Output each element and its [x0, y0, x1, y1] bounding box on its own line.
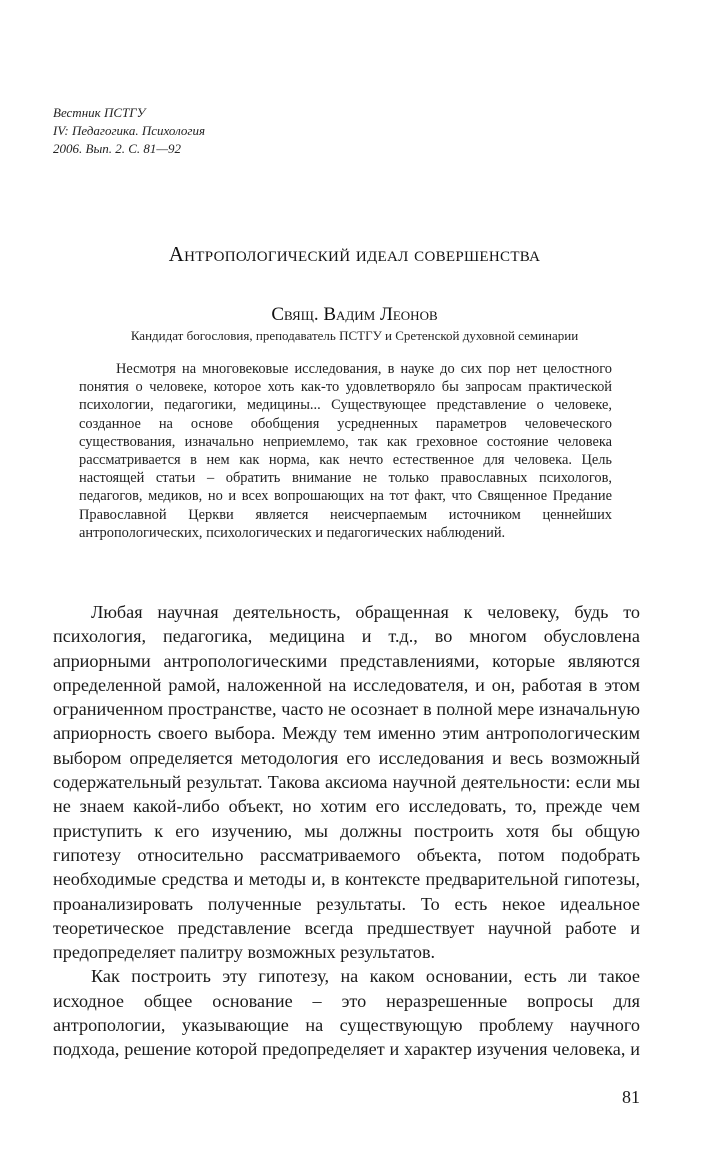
journal-info	[53, 104, 205, 158]
journal-name: Вестник ПСТГУ	[53, 105, 146, 120]
article-author: Свящ. Вадим Леонов	[271, 304, 438, 325]
journal-series: IV: Педагогика. Психология	[53, 123, 206, 138]
paragraph: Любая научная деятельность, обращенная к человеку, будь то психология, педагогика, медицина и т.д., во многом обусловлена априорными антропологическими представлениями, которые являются определенной рамой, наложенной на исследователя, и он, работая в этом ограниченном пространстве, часто не осознает в полной мере изначальную априорность своего выбора. Между тем именно этим антропологическим выбором определяется методология его исследования и весь возможный содержательный результат. Такова аксиома научной деятельности: если мы не знаем какой-либо объект, но хотим его исследовать, то, прежде чем приступить к его изучению, мы должны построить хотя бы общую гипотезу относительно рассматриваемого объекта, потом подобрать необходимые средства и методы и, в контексте предварительной гипотезы, проанализировать полученные результаты. То есть некое идеальное теоретическое представление всегда предшествует научной работе и предопределяет палитру возможных результатов.	[53, 602, 640, 963]
page-number: 81	[622, 1087, 640, 1107]
author-affiliation: Кандидат богословия, преподаватель ПСТГУ и Сретенской духовной семинарии	[130, 328, 579, 343]
body-text	[53, 600, 640, 1062]
journal-issue: 2006. Вып. 2. С. 81—92	[53, 141, 181, 156]
paragraph: Как построить эту гипотезу, на каком основании, есть ли такое исходное общее основание – это неразрешенные вопросы для антропологии, указывающие на существующую проблему научного подхода, решение которой предопределяет и характер изучения человека, и	[53, 966, 640, 1060]
abstract: Несмотря на многовековые исследования, в науке до сих пор нет целостного понятия о человеке, которое хоть как-то удовлетворяло бы запросам практической психологии, педагогики, медицины... Существующее представление о человеке, созданное на основе обобщения усредненных параметров человеческого существования, изначально неприемлемо, так как греховное состояние человека рассматривается в нем как норма, как нечто естественное для человека. Цель настоящей статьи – обратить внимание не только православных психологов, педагогов, медиков, но и всех вопрошающих на тот факт, что Священное Предание Православной Церкви является неисчерпаемым источником ценнейших антропологических, психологических и педагогических наблюдений.	[79, 361, 612, 541]
article-title: Антропологический идеал совершенства	[168, 242, 541, 266]
